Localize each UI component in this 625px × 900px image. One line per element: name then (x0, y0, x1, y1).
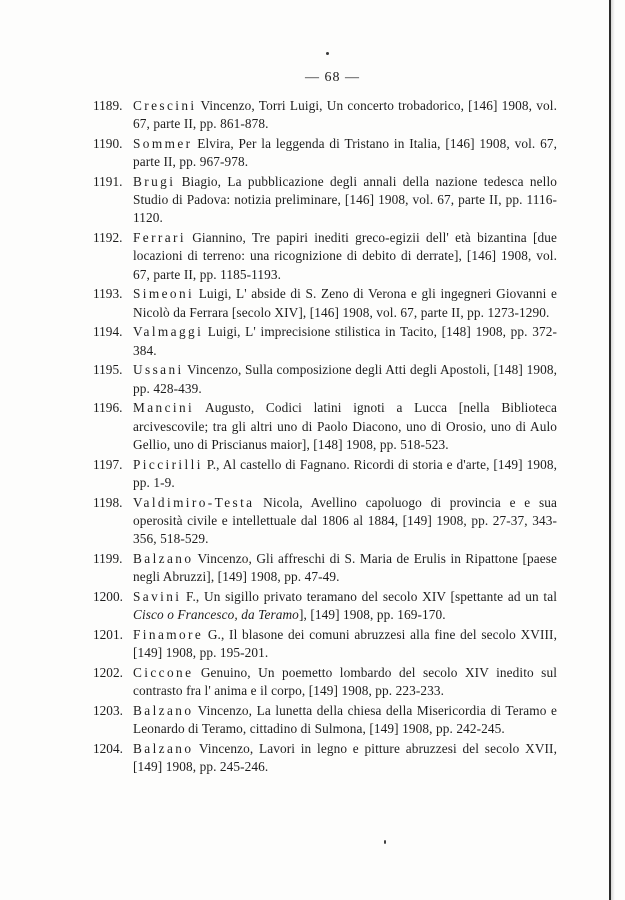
bibliography-entry (93, 97, 557, 133)
entry-text: Luigi, L' imprecisione stilistica in Tacito, [148] 1908, pp. 372-384. (133, 324, 557, 358)
entry-author: Finamore (133, 626, 204, 642)
bibliography-entry (93, 135, 557, 171)
entry-author: Valmaggi (133, 324, 204, 340)
bibliography-entry (93, 550, 557, 586)
entry-author: Savini (133, 588, 182, 604)
entry-text: P., Al castello di Fagnano. Ricordi di storia e d'arte, [149] 1908, pp. 1-9. (133, 456, 557, 490)
entry-number: 1197. (93, 456, 123, 472)
bibliography-entry (93, 494, 557, 549)
entry-text: Giannino, Tre papiri inediti greco-egizii dell' età bizantina [due locazioni di terreno: una ricognizione di debito di derrate], [146] 1908, vol. 67, parte II, pp. 1185-1193. (133, 230, 557, 282)
entry-author: Ciccone (133, 664, 194, 680)
scan-edge-shadow (611, 0, 615, 900)
entry-text: Augusto, Codici latini ignoti a Lucca [nella Biblioteca arcivescovile; tra gli altri uno di Paolo Diacono, uno di Orosio, uno di Aulo Gellio, uno di Priscianus maior], [148] 1908, pp. 518-523. (133, 400, 557, 452)
scan-speck (384, 840, 386, 844)
bibliography-entry (93, 588, 557, 624)
entry-author: Piccirilli (133, 456, 203, 472)
page-number: — 68 — (305, 70, 360, 85)
entry-text: Vincenzo, Sulla composizione degli Atti degli Apostoli, [148] 1908, pp. 428-439. (133, 362, 557, 396)
entry-number: 1198. (93, 494, 123, 510)
bibliography-entry (93, 285, 557, 321)
entry-text: Vincenzo, Lavori in legno e pitture abruzzesi del secolo XVII, [149] 1908, pp. 245-246. (133, 740, 557, 775)
entry-number: 1204. (93, 740, 123, 756)
bibliography-entry (93, 399, 557, 454)
entry-author: Brugi (133, 174, 176, 189)
entry-number: 1190. (93, 136, 123, 151)
entry-text: Luigi, L' abside di S. Zeno di Verona e gli ingegneri Giovanni e Nicolò da Ferrara [secolo XIV], [146] 1908, vol. 67, parte II, pp. 1273-1290. (133, 286, 557, 320)
bibliography-entry (93, 456, 557, 492)
entry-author: Crescini (133, 98, 197, 113)
entry-text: ], [149] 1908, pp. 169-170. (298, 607, 446, 623)
bibliography-entry (93, 229, 557, 284)
entry-text: Vincenzo, Torri Luigi, Un concerto trobadorico, [146] 1908, vol. 67, parte II, pp. 861-878. (133, 98, 557, 132)
entry-number: 1196. (93, 400, 123, 416)
entry-number: 1203. (93, 702, 123, 718)
bibliography-entry (93, 626, 557, 662)
entry-author: Ussani (133, 362, 184, 378)
entry-author: Balzano (133, 550, 194, 566)
entry-italic-text: Cisco o Francesco, da Teramo (133, 607, 299, 623)
entry-text: G., Il blasone dei comuni abruzzesi alla fine del secolo XVIII, [149] 1908, pp. 195-201. (133, 626, 557, 661)
entry-number: 1189. (93, 98, 123, 113)
entry-author: Sommer (133, 136, 193, 151)
scan-speck (326, 52, 329, 55)
bibliography-entry (93, 361, 557, 397)
entry-author: Balzano (133, 702, 194, 718)
entry-number: 1192. (93, 230, 123, 246)
entry-text: Vincenzo, Gli affreschi di S. Maria de Erulis in Ripattone [paese negli Abruzzi], [149] 1908, pp. 47-49. (133, 550, 557, 585)
entry-number: 1193. (93, 286, 123, 302)
entry-number: 1194. (93, 324, 123, 340)
entry-author: Mancini (133, 400, 195, 416)
entry-author: Valdimiro-Testa (133, 494, 255, 510)
entry-text: Nicola, Avellino capoluogo di provincia e e sua operosità civile e intellettuale dal 1806 al 1884, [149] 1908, pp. 27-37, 343-356, 518-529. (133, 494, 557, 547)
scan-edge-line (609, 0, 611, 900)
entry-number: 1201. (93, 626, 123, 642)
bibliography-entry (93, 740, 557, 776)
entry-number: 1191. (93, 174, 123, 189)
bibliography-entry (93, 323, 557, 359)
entry-author: Simeoni (133, 286, 195, 302)
entry-author: Ferrari (133, 230, 186, 246)
bibliography-entry (93, 702, 557, 738)
bibliography-entry (93, 664, 557, 700)
entry-author: Balzano (133, 740, 194, 756)
entry-text: F., Un sigillo privato teramano del secolo XIV [spettante ad un tal (181, 588, 557, 604)
entry-text: Biagio, La pubblicazione degli annali della nazione tedesca nello Studio di Padova: notizia preliminare, [146] 1908, vol. 67, parte II, pp. 1116-1120. (133, 174, 557, 226)
bibliography-list (93, 97, 557, 778)
entry-number: 1202. (93, 664, 123, 680)
entry-text: Vincenzo, La lunetta della chiesa della Misericordia di Teramo e Leonardo di Teramo, cittadino di Sulmona, [149] 1908, pp. 242-245. (133, 702, 557, 737)
entry-number: 1195. (93, 362, 123, 378)
entry-text: Elvira, Per la leggenda di Tristano in Italia, [146] 1908, vol. 67, parte II, pp. 967-978. (133, 136, 557, 170)
entry-text: Genuino, Un poemetto lombardo del secolo XIV inedito sul contrasto fra l' anima e il corpo, [149] 1908, pp. 223-233. (133, 664, 557, 699)
bibliography-entry (93, 173, 557, 228)
entry-number: 1200. (93, 588, 123, 604)
entry-number: 1199. (93, 550, 123, 566)
